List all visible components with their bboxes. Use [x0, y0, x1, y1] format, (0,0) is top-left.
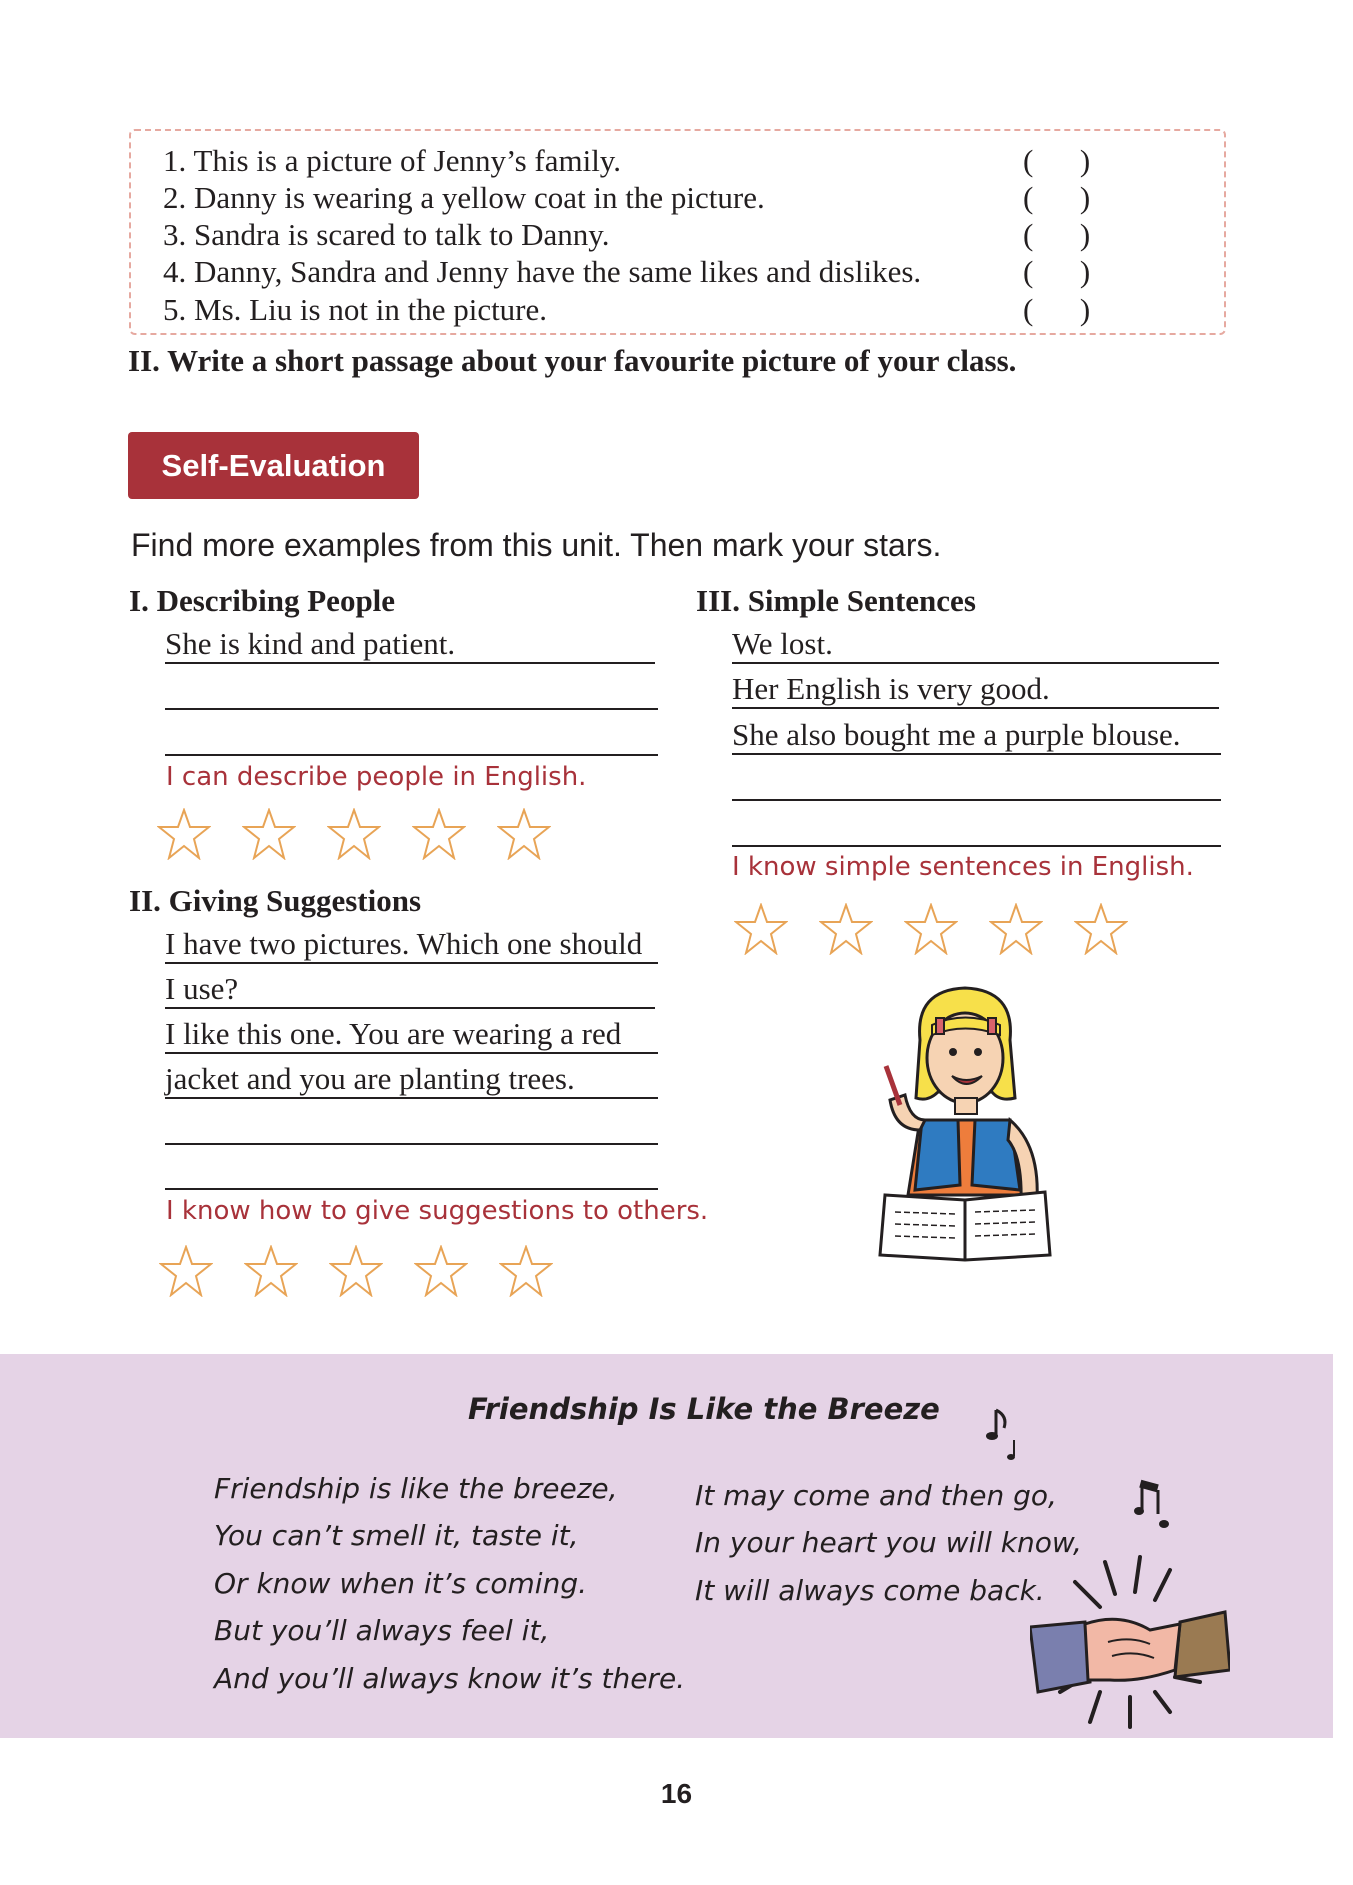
star-icon[interactable]	[327, 808, 381, 860]
poem-line: It will always come back.	[695, 1574, 1045, 1607]
star-icon[interactable]	[244, 1245, 298, 1297]
example-line[interactable]: She is kind and patient.	[165, 624, 655, 664]
handshake-illustration	[1030, 1552, 1230, 1732]
page-number: 16	[660, 1778, 693, 1809]
example-line[interactable]	[165, 1150, 658, 1190]
answer-blank[interactable]: ( )	[1023, 217, 1091, 252]
example-line[interactable]: I like this one. You are wearing a red	[165, 1014, 658, 1054]
example-line[interactable]: I use?	[165, 969, 655, 1009]
poem-line: Or know when it’s coming.	[214, 1567, 588, 1600]
star-icon[interactable]	[159, 1245, 213, 1297]
writing-task-heading: II. Write a short passage about your favourite picture of your class.	[128, 343, 1017, 378]
tf-statement: 4. Danny, Sandra and Jenny have the same likes and dislikes.	[163, 254, 922, 289]
poem-line: You can’t smell it, taste it,	[214, 1519, 579, 1552]
can-do-statement: I know simple sentences in English.	[732, 852, 1194, 882]
star-icon[interactable]	[499, 1245, 553, 1297]
self-evaluation-badge: Self-Evaluation	[128, 432, 419, 499]
answer-blank[interactable]: ( )	[1023, 143, 1091, 178]
star-icon[interactable]	[329, 1245, 383, 1297]
answer-blank[interactable]: ( )	[1023, 254, 1091, 289]
music-note-icon	[986, 1404, 1022, 1462]
star-rating	[157, 808, 551, 860]
star-icon[interactable]	[414, 1245, 468, 1297]
answer-blank[interactable]: ( )	[1023, 180, 1091, 215]
music-note-icon	[1134, 1478, 1174, 1534]
example-line[interactable]: jacket and you are planting trees.	[165, 1059, 658, 1099]
example-line[interactable]: She also bought me a purple blouse.	[732, 715, 1221, 755]
section-title-simple-sentences: III. Simple Sentences	[696, 583, 976, 618]
tf-statement: 3. Sandra is scared to talk to Danny.	[163, 217, 610, 252]
poem-line: In your heart you will know,	[695, 1526, 1082, 1559]
poem-line: Friendship is like the breeze,	[214, 1472, 618, 1505]
poem-title: Friendship Is Like the Breeze	[468, 1392, 940, 1426]
section-title-describing-people: I. Describing People	[129, 583, 396, 618]
star-icon[interactable]	[412, 808, 466, 860]
star-rating	[734, 903, 1128, 955]
instruction-text: Find more examples from this unit. Then mark your stars.	[131, 527, 942, 563]
tf-statement: 1. This is a picture of Jenny’s family.	[163, 143, 622, 178]
tf-statement: 2. Danny is wearing a yellow coat in the picture.	[163, 180, 765, 215]
answer-blank[interactable]: ( )	[1023, 292, 1091, 327]
example-line[interactable]	[165, 716, 658, 756]
example-line[interactable]	[165, 1105, 658, 1145]
star-icon[interactable]	[497, 808, 551, 860]
poem-line: But you’ll always feel it,	[214, 1614, 550, 1647]
poem-line: It may come and then go,	[695, 1479, 1057, 1512]
star-icon[interactable]	[157, 808, 211, 860]
example-line[interactable]	[165, 670, 658, 710]
tf-item	[163, 179, 1103, 217]
example-line[interactable]: We lost.	[732, 624, 1219, 664]
example-line[interactable]: I have two pictures. Which one should	[165, 924, 658, 964]
girl-reading-illustration	[860, 980, 1070, 1270]
tf-item	[163, 142, 1103, 180]
star-icon[interactable]	[989, 903, 1043, 955]
can-do-statement: I can describe people in English.	[166, 762, 587, 792]
tf-item	[163, 253, 1103, 291]
star-icon[interactable]	[242, 808, 296, 860]
tf-item	[163, 216, 1103, 254]
star-rating	[159, 1245, 553, 1297]
star-icon[interactable]	[1074, 903, 1128, 955]
section-title-giving-suggestions: II. Giving Suggestions	[129, 883, 422, 918]
tf-statement: 5. Ms. Liu is not in the picture.	[163, 292, 548, 327]
tf-item	[163, 291, 1103, 329]
star-icon[interactable]	[819, 903, 873, 955]
star-icon[interactable]	[734, 903, 788, 955]
poem-line: And you’ll always know it’s there.	[214, 1662, 686, 1695]
can-do-statement: I know how to give suggestions to others.	[166, 1196, 709, 1226]
star-icon[interactable]	[904, 903, 958, 955]
example-line[interactable]	[732, 807, 1221, 847]
example-line[interactable]	[732, 761, 1221, 801]
example-line[interactable]: Her English is very good.	[732, 669, 1219, 709]
